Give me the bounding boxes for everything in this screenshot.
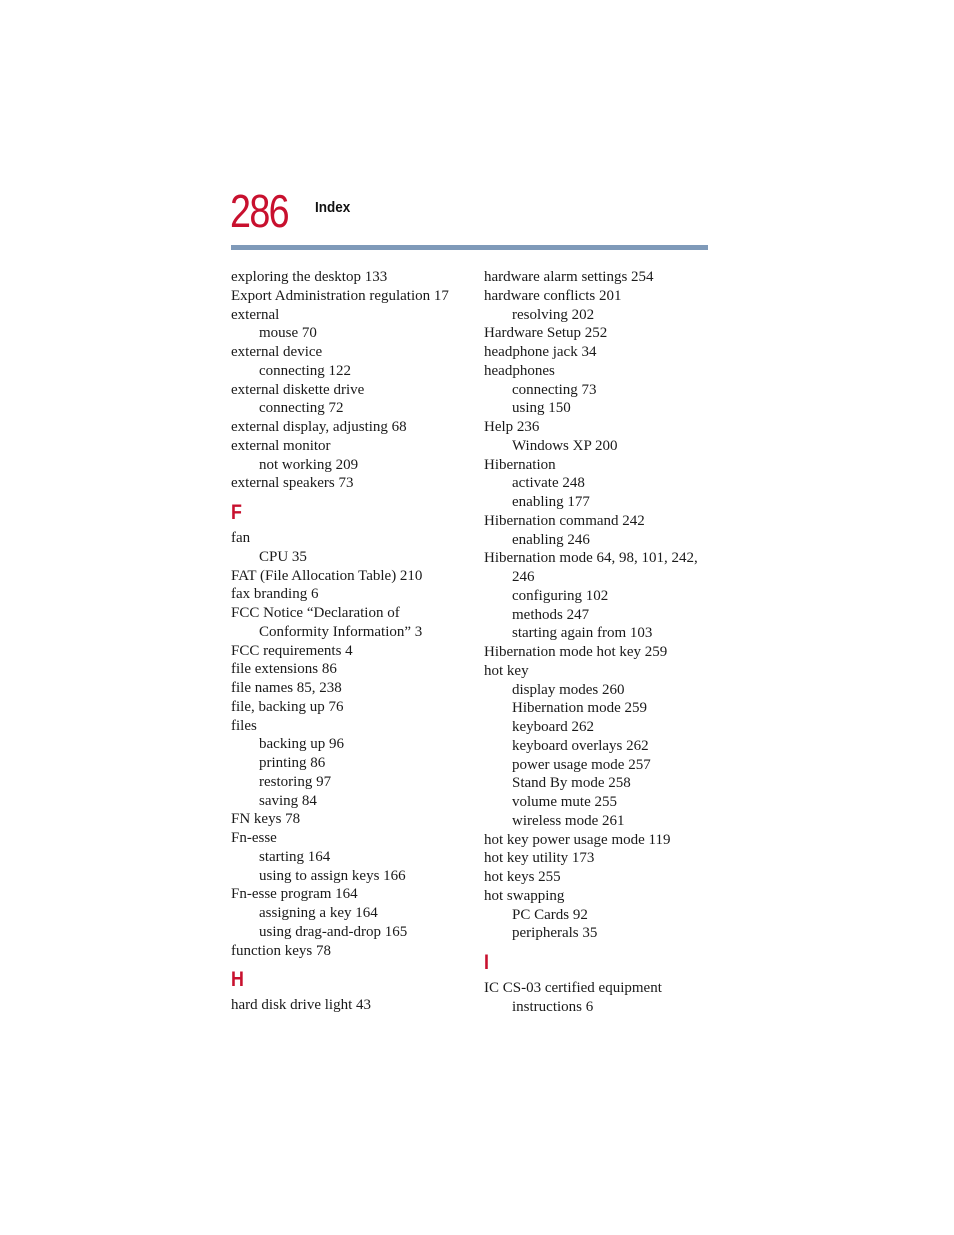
index-subentry: display modes 260 [512, 681, 625, 698]
index-subentry: Stand By mode 258 [512, 775, 631, 792]
index-entry: file, backing up 76 [231, 698, 344, 715]
index-subentry: connecting 72 [259, 400, 344, 417]
index-entry: Export Administration regulation 17 [231, 287, 449, 304]
index-entry: IC CS-03 certified equipment [484, 980, 662, 996]
index-entry: FCC Notice “Declaration of [231, 605, 400, 621]
index-subentry: not working 209 [259, 456, 359, 473]
index-column-left [231, 268, 471, 1015]
index-subentry: methods 247 [512, 606, 590, 623]
index-entry: Fn-esse [231, 830, 277, 846]
index-subentry: wireless mode 261 [512, 812, 625, 829]
index-entry: Help 236 [484, 419, 540, 435]
index-entry: hard disk drive light 43 [231, 997, 371, 1014]
index-subentry: keyboard 262 [512, 719, 595, 735]
index-entry: Hardware Setup 252 [484, 325, 608, 342]
index-entry: hardware alarm settings 254 [484, 269, 654, 285]
index-entry: external display, adjusting 68 [231, 419, 407, 435]
index-entry: headphones [484, 362, 555, 379]
index-subentry: activate 248 [512, 475, 585, 492]
index-column-right [484, 268, 724, 1017]
index-entry: headphone jack 34 [484, 344, 597, 360]
index-entry: Hibernation mode hot key 259 [484, 644, 668, 660]
index-letter-heading: H [231, 968, 244, 992]
section-title: Index [315, 199, 351, 216]
index-subentry: saving 84 [259, 792, 317, 809]
header-rule [231, 245, 708, 250]
index-subentry: CPU 35 [259, 548, 307, 565]
index-entry: external [231, 306, 280, 323]
index-entry: fax branding 6 [231, 586, 319, 603]
index-entry: Hibernation command 242 [484, 512, 645, 529]
index-entry: function keys 78 [231, 942, 331, 959]
index-entry: file extensions 86 [231, 661, 337, 678]
index-entry: files [231, 717, 257, 734]
index-subentry: enabling 177 [512, 494, 590, 510]
index-subentry: enabling 246 [512, 531, 590, 548]
index-entry: fan [231, 530, 251, 546]
index-subentry: configuring 102 [512, 587, 609, 604]
page-number: 286 [230, 185, 289, 237]
index-entry: Fn-esse program 164 [231, 886, 358, 903]
index-subentry: backing up 96 [259, 736, 344, 753]
index-subentry: instructions 6 [512, 998, 594, 1015]
index-entry: FAT (File Allocation Table) 210 [231, 567, 423, 584]
index-entry: external monitor [231, 437, 331, 454]
index-letter-heading: I [484, 951, 489, 974]
index-entry: external device [231, 344, 323, 360]
index-subentry: assigning a key 164 [259, 905, 378, 921]
index-subentry: peripherals 35 [512, 925, 598, 942]
index-entry: hot key [484, 662, 529, 679]
index-entry: hot keys 255 [484, 869, 561, 885]
index-subentry: using to assign keys 166 [259, 867, 406, 884]
index-subentry: restoring 97 [259, 773, 332, 790]
index-subentry: power usage mode 257 [512, 756, 651, 773]
index-entry: hot key utility 173 [484, 850, 595, 867]
index-entry: hot key power usage mode 119 [484, 831, 671, 848]
index-entry: external diskette drive [231, 381, 365, 398]
index-subentry: connecting 122 [259, 362, 352, 379]
index-entry: hot swapping [484, 887, 565, 904]
index-letter-heading: F [231, 501, 242, 524]
index-subentry: printing 86 [259, 755, 326, 771]
index-entry: FCC requirements 4 [231, 642, 353, 659]
index-entry: external speakers 73 [231, 475, 354, 492]
index-subentry: volume mute 255 [512, 794, 617, 810]
index-subentry: connecting 73 [512, 381, 597, 398]
index-subentry: 246 [512, 569, 535, 585]
index-subentry: keyboard overlays 262 [512, 737, 649, 754]
index-entry: Hibernation [484, 456, 556, 473]
index-subentry: Hibernation mode 259 [512, 700, 647, 717]
index-subentry: mouse 70 [259, 325, 317, 342]
index-subentry: Windows XP 200 [512, 437, 618, 454]
index-entry: hardware conflicts 201 [484, 287, 622, 304]
index-entry: FN keys 78 [231, 811, 301, 828]
index-subentry: PC Cards 92 [512, 906, 588, 923]
index-subentry: starting again from 103 [512, 625, 653, 642]
index-subentry: starting 164 [259, 848, 331, 865]
index-subentry: Conformity Information” 3 [259, 623, 423, 640]
index-subentry: resolving 202 [512, 306, 595, 323]
index-subentry: using 150 [512, 400, 571, 417]
index-entry: Hibernation mode 64, 98, 101, 242, [484, 550, 698, 567]
index-subentry: using drag-and-drop 165 [259, 923, 408, 940]
index-entry: file names 85, 238 [231, 680, 342, 696]
index-entry: exploring the desktop 133 [231, 269, 388, 285]
